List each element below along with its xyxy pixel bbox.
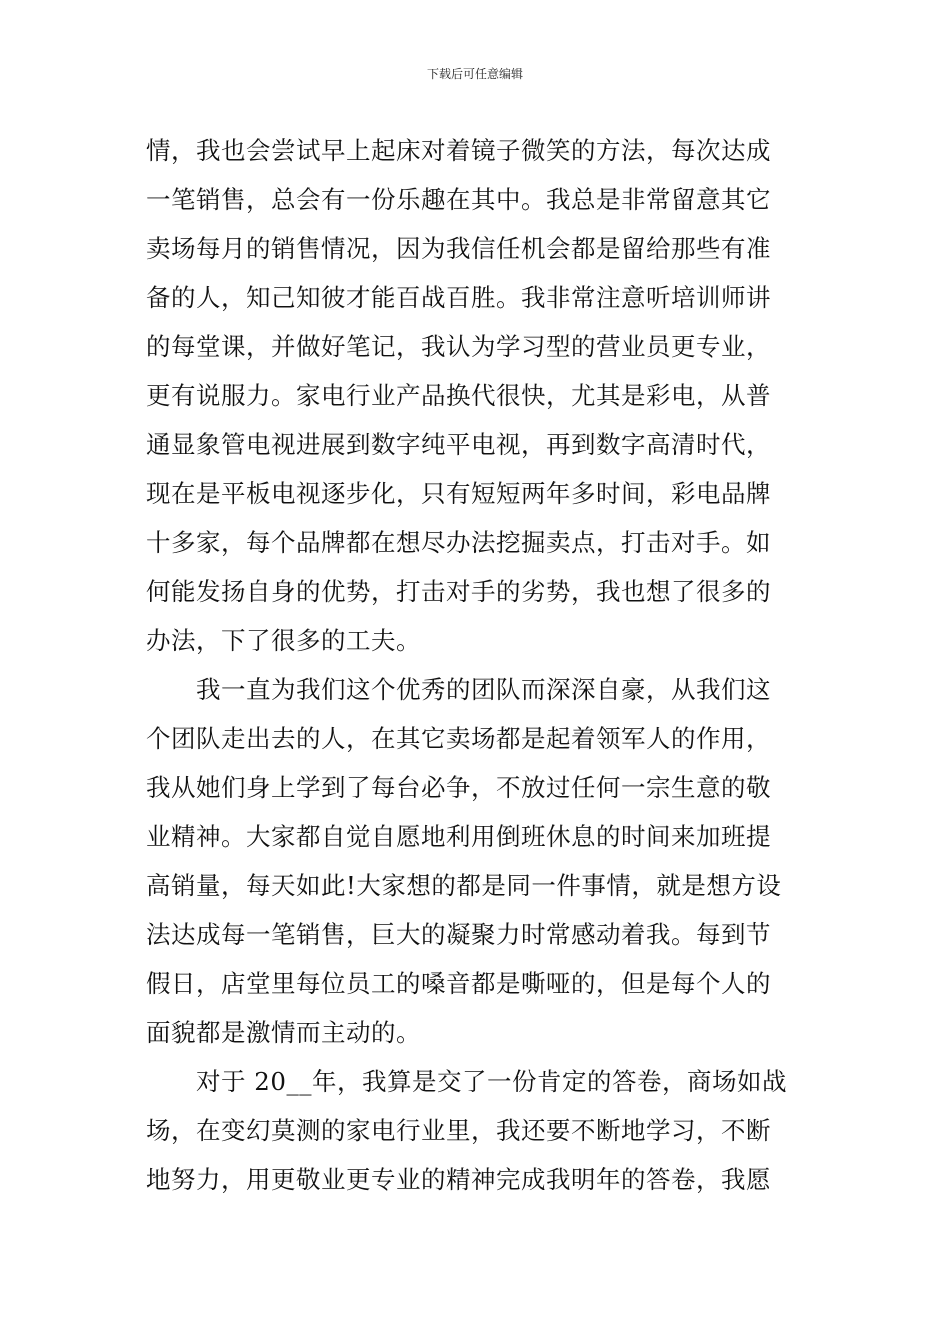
text-line: 十多家，每个品牌都在想尽办法挖掘卖点，打击对手。如 (146, 528, 771, 557)
text-line: 面貌都是激情而主动的。 (146, 1018, 421, 1047)
text-line: 的每堂课，并做好笔记，我认为学习型的营业员更专业， (146, 332, 771, 361)
text-line: 业精神。大家都自觉自愿地利用倒班休息的时间来加班提 (146, 822, 771, 851)
text-line: 地努力，用更敬业更专业的精神完成我明年的答卷，我愿 (146, 1165, 771, 1194)
text-line: 我从她们身上学到了每台必争，不放过任何一宗生意的敬 (146, 773, 771, 802)
text-line: 个团队走出去的人，在其它卖场都是起着领军人的作用， (146, 724, 771, 753)
paragraph-first-line: 我一直为我们这个优秀的团队而深深自豪，从我们这 (196, 675, 771, 704)
document-body (146, 126, 808, 1204)
text-line: 高销量，每天如此!大家想的都是同一件事情，就是想方设 (146, 871, 782, 900)
text-line: 卖场每月的销售情况，因为我信任机会都是留给那些有准 (146, 234, 771, 263)
text-line: 现在是平板电视逐步化，只有短短两年多时间，彩电品牌 (146, 479, 771, 508)
page-header: 下载后可任意编辑 (426, 67, 523, 81)
text-line: 假日，店堂里每位员工的嗓音都是嘶哑的，但是每个人的 (146, 969, 771, 998)
text-line: 一笔销售，总会有一份乐趣在其中。我总是非常留意其它 (146, 185, 771, 214)
paragraph-first-line: 对于 20__年，我算是交了一份肯定的答卷，商场如战 (196, 1067, 787, 1096)
text-line: 场，在变幻莫测的家电行业里，我还要不断地学习，不断 (146, 1116, 771, 1145)
text-line: 法达成每一笔销售，巨大的凝聚力时常感动着我。每到节 (146, 920, 771, 949)
text-line: 通显象管电视进展到数字纯平电视，再到数字高清时代， (146, 430, 771, 459)
text-line: 备的人，知己知彼才能百战百胜。我非常注意听培训师讲 (146, 283, 771, 312)
text-line: 何能发扬自身的优势，打击对手的劣势，我也想了很多的 (146, 577, 771, 606)
text-line: 更有说服力。家电行业产品换代很快，尤其是彩电，从普 (146, 381, 771, 410)
text-line: 办法，下了很多的工夫。 (146, 626, 421, 655)
text-line: 情，我也会尝试早上起床对着镜子微笑的方法，每次达成 (146, 136, 771, 165)
